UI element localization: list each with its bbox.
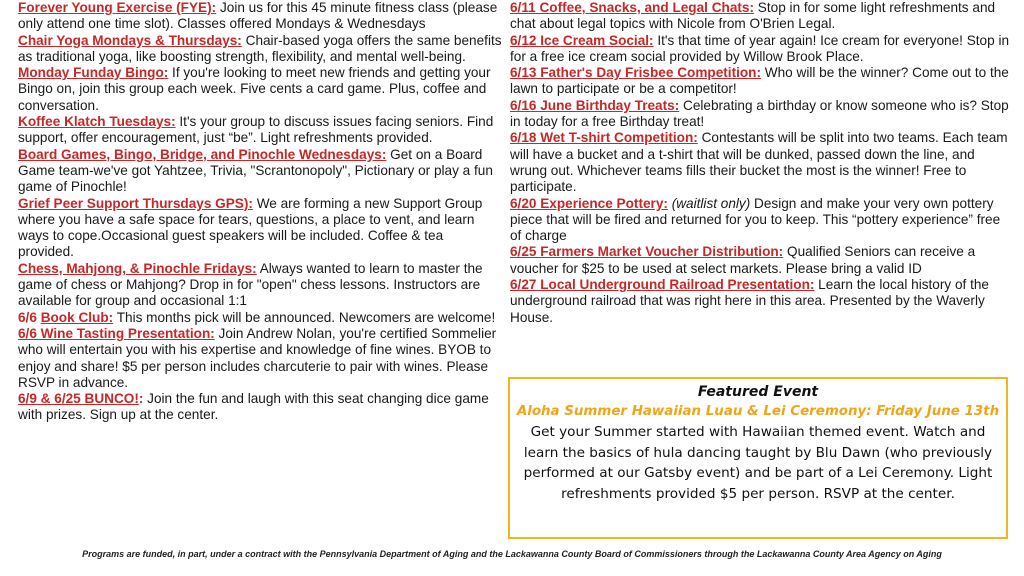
activity-title-colon: :	[138, 391, 144, 407]
activity-description: It's your group to discuss issues facing seniors. Find support, offer encouragement, just “be”. Light refreshments provided.	[18, 114, 494, 146]
activity-bunco	[18, 391, 502, 424]
event-title: 6/11 Coffee, Snacks, and Legal Chats:	[510, 0, 755, 15]
featured-event-heading: Featured Event	[697, 384, 819, 400]
activity-title: Koffee Klatch Tuesdays:	[18, 114, 176, 130]
activity-date: 6/6	[18, 309, 41, 325]
event-description: Qualified Seniors can receive a voucher for $25 to be used at select markets. Please bring a valid ID	[510, 244, 976, 276]
activity-description: This months pick will be announced. Newcomers are welcome!	[113, 309, 496, 325]
event-frisbee-competition	[510, 65, 1010, 98]
event-title: 6/13 Father's Day Frisbee Competition:	[510, 65, 762, 81]
event-description: Design and make your very own pottery piece that will be fired and returned for you to keep. This “pottery experience” free of charge	[510, 195, 1001, 244]
activity-wine-tasting	[18, 326, 502, 391]
activity-book-club	[18, 310, 502, 326]
event-title: 6/25 Farmers Market Voucher Distribution:	[510, 244, 784, 260]
activity-title: Grief Peer Support Thursdays GPS):	[18, 195, 253, 211]
funding-footer: Programs are funded, in part, under a contract with the Pennsylvania Department of Aging and the Lackawanna County Board of Commissioners through the Lackawanna County Area Agency on Aging	[82, 549, 942, 559]
activity-title: Chess, Mahjong, & Pinochle Fridays:	[18, 260, 257, 276]
activity-title: Board Games, Bingo, Bridge, and Pinochle Wednesdays:	[18, 146, 387, 162]
activity-title: 6/6 Wine Tasting Presentation:	[18, 325, 215, 341]
event-ice-cream-social	[510, 33, 1010, 66]
activity-title: Monday Funday Bingo:	[18, 65, 169, 81]
activity-board-games	[18, 147, 502, 196]
event-title: 6/18 Wet T-shirt Competition:	[510, 130, 698, 146]
activity-title: Forever Young Exercise (FYE):	[18, 0, 217, 15]
event-wet-tshirt	[510, 130, 1010, 195]
activity-fye	[18, 0, 502, 33]
event-title: 6/16 June Birthday Treats:	[510, 97, 680, 113]
left-column	[18, 0, 502, 424]
activity-description: Join the fun and laugh with this seat changing dice game with prizes. Sign up at the center.	[18, 391, 489, 423]
event-title: 6/12 Ice Cream Social:	[510, 32, 654, 48]
activity-title: Chair Yoga Mondays & Thursdays:	[18, 32, 242, 48]
event-description: Who will be the winner? Come out to the lawn to participate or be a competitor!	[510, 65, 1009, 97]
activity-description: Join us for this 45 minute fitness class (please only attend one time slot). Classes offered Mondays & Wednesdays	[18, 0, 498, 32]
activity-description: We are forming a new Support Group where you have a safe space for tears, questions, a place to vent, and learn ways to cope.Occasional guest speakers will be included. Coffee & tea provided.	[18, 195, 483, 260]
event-title: 6/27 Local Underground Railroad Presentation:	[510, 277, 815, 293]
activity-chair-yoga	[18, 33, 502, 66]
event-description: Stop in for some light refreshments and chat about legal topics with Nicole from O'Brien Legal.	[510, 0, 996, 32]
event-description: Celebrating a birthday or know someone who is? Stop in today for a free Birthday treat!	[510, 97, 1009, 130]
event-farmers-market	[510, 244, 1010, 277]
activity-grief-support	[18, 196, 502, 261]
right-column	[510, 0, 1010, 326]
activity-description: Always wanted to learn to master the game of chess or Mahjong? Drop in for "open" chess lessons. Instructors are available for group and occasional 1:1	[18, 260, 483, 309]
featured-event-subheading: Aloha Summer Hawaiian Luau & Lei Ceremony: Friday June 13th	[516, 404, 1000, 419]
event-underground-railroad	[510, 277, 1010, 326]
activity-title: Book Club:	[40, 309, 114, 325]
event-birthday-treats	[510, 98, 1010, 131]
event-description: Learn the local history of the underground railroad that was right here in this area. Presented by the Waverly House.	[510, 277, 989, 325]
featured-event-box	[508, 377, 1008, 539]
activity-description: Get on a Board Game team-we've got Yahtzee, Trivia, "Scrantonopoly", Pictionary or play a fun game of Pinochle!	[18, 146, 493, 195]
event-note: (waitlist only)	[667, 195, 751, 211]
activity-chess-mahjong	[18, 261, 502, 310]
event-legal-chats	[510, 0, 1010, 33]
activity-description: If you're looking to meet new friends and getting your Bingo on, join this group each week. Five cents a card game. Plus, coffee and conversation.	[18, 65, 491, 113]
event-description: It's that time of year again! Ice cream for everyone! Stop in for a free ice cream social provided by Willow Brook Place.	[510, 32, 1010, 64]
event-title: 6/20 Experience Pottery:	[510, 195, 668, 211]
activity-title: 6/9 & 6/25 BUNCO!	[18, 391, 139, 407]
featured-event-body: Get your Summer started with Hawaiian themed event. Watch and learn the basics of hula dancing taught by Blu Dawn (who previously performed at our Gatsby event) and be part of a Lei Ceremony. Light refreshments provided $5 per person. RSVP at the center.	[523, 424, 993, 502]
event-pottery	[510, 196, 1010, 245]
activity-bingo	[18, 65, 502, 114]
activity-description: Chair-based yoga offers the same benefits as traditional yoga, like boosting strength, flexibility, and mental well-being.	[18, 32, 502, 64]
activity-description: Join Andrew Nolan, you're certified Sommelier who will entertain you with his expertise and knowledge of fine wines. BYOB to enjoy and share! $5 per person includes charcuterie to pair with wines. Please RSVP in advance.	[18, 325, 497, 390]
event-description: Contestants will be split into two teams. Each team will have a bucket and a t-shirt that will be dunked, passed down the line, and wrung out. Whichever teams fills their bucket the most is the winner! Free to participate.	[510, 130, 1008, 195]
activity-koffee-klatch	[18, 114, 502, 147]
